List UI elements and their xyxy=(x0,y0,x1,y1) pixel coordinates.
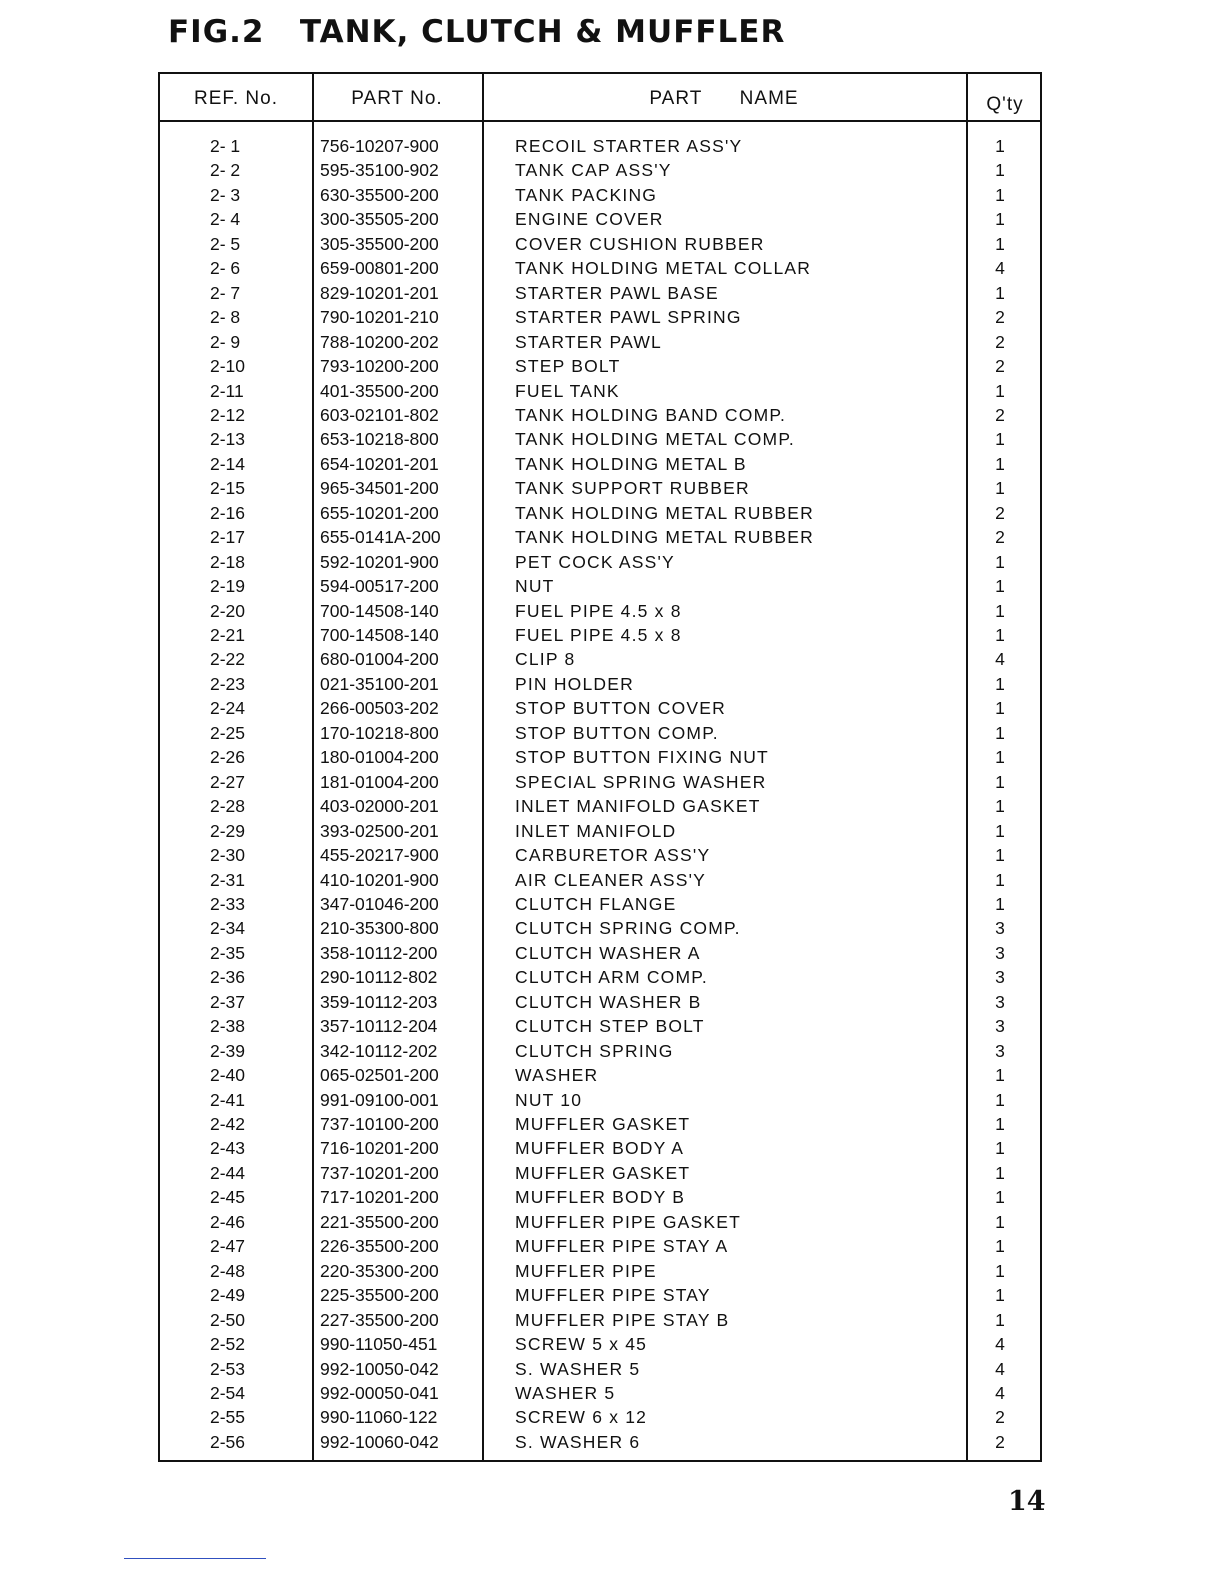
header-rule xyxy=(160,120,1040,122)
ref-no-cell: 2-38 xyxy=(210,1016,246,1037)
qty-cell: 4 xyxy=(995,1382,1005,1403)
qty-cell: 1 xyxy=(995,625,1005,645)
qty-cell: 1 xyxy=(995,1187,1005,1208)
qty-cell: 1 xyxy=(995,160,1005,181)
ref-no-cell: 2- 1 xyxy=(210,136,241,156)
table-row xyxy=(160,574,1040,598)
table-row xyxy=(160,1063,1040,1087)
part-no-cell: 992-10060-042 xyxy=(320,1431,439,1452)
qty-cell: 1 xyxy=(995,698,1005,719)
ref-no-cell: 2-37 xyxy=(210,991,246,1012)
page-title: FIG.2 TANK, CLUTCH & MUFFLER xyxy=(168,14,786,50)
qty-cell: 3 xyxy=(995,918,1005,939)
part-name-cell: SPECIAL SPRING WASHER xyxy=(515,771,767,792)
part-name-cell: CLUTCH FLANGE xyxy=(515,893,677,914)
table-row xyxy=(160,794,1040,818)
ref-no-cell: 2- 5 xyxy=(210,233,241,254)
qty-cell: 1 xyxy=(995,1162,1005,1183)
ref-no-cell: 2-25 xyxy=(210,722,246,743)
table-row xyxy=(160,354,1040,378)
part-name-cell: CLIP 8 xyxy=(515,649,576,670)
part-no-cell: 595-35100-902 xyxy=(320,160,439,181)
part-name-cell: STOP BUTTON COVER xyxy=(515,698,726,719)
part-name-cell: TANK HOLDING METAL COMP. xyxy=(515,429,795,450)
table-row xyxy=(160,256,1040,280)
part-no-cell: 829-10201-201 xyxy=(320,282,439,303)
table-row xyxy=(160,1136,1040,1160)
qty-cell: 2 xyxy=(995,1431,1005,1452)
ref-no-cell: 2- 4 xyxy=(210,209,241,230)
table-row xyxy=(160,868,1040,892)
part-name-cell: PIN HOLDER xyxy=(515,673,634,694)
qty-cell: 1 xyxy=(995,722,1005,743)
qty-cell: 1 xyxy=(995,893,1005,914)
ref-no-cell: 2-33 xyxy=(210,893,246,914)
ref-no-cell: 2-39 xyxy=(210,1040,246,1061)
part-no-cell: 359-10112-203 xyxy=(320,991,438,1012)
table-row xyxy=(160,158,1040,182)
part-name-cell: CARBURETOR ASS'Y xyxy=(515,845,711,866)
part-no-cell: 220-35300-200 xyxy=(320,1260,439,1281)
part-no-cell: 170-10218-800 xyxy=(320,722,439,743)
qty-cell: 1 xyxy=(995,1309,1005,1330)
ref-no-cell: 2-43 xyxy=(210,1138,246,1159)
footer-rule xyxy=(124,1558,266,1559)
part-no-cell: 991-09100-001 xyxy=(320,1089,439,1110)
table-row xyxy=(160,379,1040,403)
qty-cell: 1 xyxy=(995,820,1005,841)
part-no-cell: 737-10201-200 xyxy=(320,1162,439,1183)
qty-cell: 1 xyxy=(995,453,1005,474)
ref-no-cell: 2-10 xyxy=(210,356,246,377)
qty-cell: 1 xyxy=(995,478,1005,499)
qty-cell: 1 xyxy=(995,600,1005,621)
part-name-cell: NUT xyxy=(515,576,555,597)
part-name-cell: MUFFLER PIPE GASKET xyxy=(515,1211,742,1232)
ref-no-cell: 2-28 xyxy=(210,796,246,817)
qty-cell: 2 xyxy=(995,331,1005,352)
table-row xyxy=(160,819,1040,843)
table-row xyxy=(160,647,1040,671)
qty-cell: 1 xyxy=(995,1114,1005,1134)
header-part-no: PART No. xyxy=(351,88,443,109)
ref-no-cell: 2-50 xyxy=(210,1309,246,1330)
part-name-cell: CLUTCH WASHER B xyxy=(515,991,702,1012)
qty-cell: 1 xyxy=(995,282,1005,303)
qty-cell: 1 xyxy=(995,1089,1005,1110)
table-row xyxy=(160,721,1040,745)
qty-cell: 1 xyxy=(995,796,1005,817)
ref-no-cell: 2-41 xyxy=(210,1089,246,1110)
part-name-cell: STARTER PAWL BASE xyxy=(515,282,719,303)
part-name-cell: TANK HOLDING METAL RUBBER xyxy=(515,527,815,548)
ref-no-cell: 2-56 xyxy=(210,1431,246,1452)
qty-cell: 1 xyxy=(995,1260,1005,1281)
part-name-cell: WASHER 5 xyxy=(515,1382,616,1403)
ref-no-cell: 2-35 xyxy=(210,942,246,963)
table-row xyxy=(160,476,1040,500)
part-no-cell: 788-10200-202 xyxy=(320,331,439,352)
qty-cell: 1 xyxy=(995,551,1005,572)
part-no-cell: 226-35500-200 xyxy=(320,1236,439,1257)
table-row xyxy=(160,843,1040,867)
part-name-cell: PET COCK ASS'Y xyxy=(515,551,675,572)
table-row xyxy=(160,305,1040,329)
part-name-cell: RECOIL STARTER ASS'Y xyxy=(515,136,743,156)
part-no-cell: 700-14508-140 xyxy=(320,600,439,621)
ref-no-cell: 2-26 xyxy=(210,747,246,768)
part-no-cell: 065-02501-200 xyxy=(320,1065,439,1086)
qty-cell: 2 xyxy=(995,502,1005,523)
table-row xyxy=(160,330,1040,354)
qty-cell: 4 xyxy=(995,1358,1005,1379)
table-row xyxy=(160,1430,1040,1454)
part-name-cell: STOP BUTTON FIXING NUT xyxy=(515,747,769,768)
part-no-cell: 793-10200-200 xyxy=(320,356,439,377)
part-name-cell: AIR CLEANER ASS'Y xyxy=(515,869,707,890)
table-row xyxy=(160,427,1040,451)
part-no-cell: 992-10050-042 xyxy=(320,1358,439,1379)
part-no-cell: 790-10201-210 xyxy=(320,307,439,328)
ref-no-cell: 2-18 xyxy=(210,551,246,572)
table-row xyxy=(160,525,1040,549)
part-no-cell: 357-10112-204 xyxy=(320,1016,438,1037)
part-name-cell: TANK HOLDING METAL B xyxy=(515,453,747,474)
ref-no-cell: 2-54 xyxy=(210,1382,246,1403)
part-name-cell: TANK HOLDING METAL COLLAR xyxy=(515,258,812,279)
table-row xyxy=(160,1283,1040,1307)
table-row xyxy=(160,672,1040,696)
part-no-cell: 680-01004-200 xyxy=(320,649,439,670)
part-no-cell: 965-34501-200 xyxy=(320,478,439,499)
table-row xyxy=(160,965,1040,989)
part-no-cell: 653-10218-800 xyxy=(320,429,439,450)
part-name-cell: SCREW 6 x 12 xyxy=(515,1407,648,1428)
part-no-cell: 659-00801-200 xyxy=(320,258,439,279)
part-name-cell: MUFFLER BODY B xyxy=(515,1187,686,1208)
part-no-cell: 654-10201-201 xyxy=(320,453,439,474)
ref-no-cell: 2-47 xyxy=(210,1236,246,1257)
table-row xyxy=(160,1014,1040,1038)
page-number: 14 xyxy=(1008,1486,1046,1517)
part-no-cell: 300-35505-200 xyxy=(320,209,439,230)
ref-no-cell: 2-14 xyxy=(210,453,246,474)
part-no-cell: 717-10201-200 xyxy=(320,1187,439,1208)
part-name-cell: TANK SUPPORT RUBBER xyxy=(515,478,750,499)
table-row xyxy=(160,696,1040,720)
ref-no-cell: 2-22 xyxy=(210,649,246,670)
ref-no-cell: 2-49 xyxy=(210,1285,246,1306)
table-row xyxy=(160,1210,1040,1234)
part-name-cell: STARTER PAWL xyxy=(515,331,662,352)
table-row xyxy=(160,134,1040,158)
ref-no-cell: 2-19 xyxy=(210,576,246,597)
ref-no-cell: 2-30 xyxy=(210,845,246,866)
qty-cell: 1 xyxy=(995,233,1005,254)
table-row xyxy=(160,183,1040,207)
part-name-cell: INLET MANIFOLD xyxy=(515,820,677,841)
qty-cell: 1 xyxy=(995,1285,1005,1306)
qty-cell: 3 xyxy=(995,942,1005,963)
table-row xyxy=(160,990,1040,1014)
part-no-cell: 266-00503-202 xyxy=(320,698,439,719)
ref-no-cell: 2-31 xyxy=(210,869,246,890)
part-no-cell: 700-14508-140 xyxy=(320,625,439,645)
table-row xyxy=(160,1405,1040,1429)
part-no-cell: 181-01004-200 xyxy=(320,771,439,792)
qty-cell: 1 xyxy=(995,429,1005,450)
ref-no-cell: 2-45 xyxy=(210,1187,246,1208)
table-row xyxy=(160,916,1040,940)
table-row xyxy=(160,1185,1040,1209)
qty-cell: 3 xyxy=(995,967,1005,988)
part-name-cell: CLUTCH STEP BOLT xyxy=(515,1016,705,1037)
part-name-cell: MUFFLER PIPE STAY xyxy=(515,1285,711,1306)
ref-no-cell: 2- 8 xyxy=(210,307,241,328)
qty-cell: 1 xyxy=(995,1236,1005,1257)
table-row xyxy=(160,1259,1040,1283)
qty-cell: 4 xyxy=(995,649,1005,670)
qty-cell: 3 xyxy=(995,1040,1005,1061)
table-row xyxy=(160,941,1040,965)
part-no-cell: 655-0141A-200 xyxy=(320,527,441,548)
part-no-cell: 358-10112-200 xyxy=(320,942,438,963)
ref-no-cell: 2-13 xyxy=(210,429,246,450)
qty-cell: 2 xyxy=(995,404,1005,425)
part-no-cell: 393-02500-201 xyxy=(320,820,439,841)
part-name-cell: MUFFLER GASKET xyxy=(515,1162,691,1183)
part-no-cell: 756-10207-900 xyxy=(320,136,439,156)
ref-no-cell: 2-53 xyxy=(210,1358,246,1379)
qty-cell: 2 xyxy=(995,356,1005,377)
part-no-cell: 347-01046-200 xyxy=(320,893,439,914)
table-row xyxy=(160,1088,1040,1112)
table-row xyxy=(160,745,1040,769)
part-name-cell: TANK CAP ASS'Y xyxy=(515,160,672,181)
ref-no-cell: 2-15 xyxy=(210,478,246,499)
part-no-cell: 180-01004-200 xyxy=(320,747,439,768)
table-row xyxy=(160,281,1040,305)
ref-no-cell: 2- 7 xyxy=(210,282,241,303)
part-name-cell: STARTER PAWL SPRING xyxy=(515,307,742,328)
part-no-cell: 410-10201-900 xyxy=(320,869,439,890)
part-name-cell: S. WASHER 5 xyxy=(515,1358,641,1379)
header-ref-no: REF. No. xyxy=(193,88,279,109)
table-row xyxy=(160,623,1040,647)
ref-no-cell: 2-17 xyxy=(210,527,246,548)
part-name-cell: FUEL PIPE 4.5 x 8 xyxy=(515,600,682,621)
table-row xyxy=(160,1308,1040,1332)
qty-cell: 1 xyxy=(995,380,1005,401)
qty-cell: 1 xyxy=(995,673,1005,694)
ref-no-cell: 2-11 xyxy=(210,380,244,401)
part-no-cell: 603-02101-802 xyxy=(320,404,439,425)
qty-cell: 1 xyxy=(995,1065,1005,1086)
table-row xyxy=(160,770,1040,794)
table-row xyxy=(160,1234,1040,1258)
table-row xyxy=(160,892,1040,916)
table-row xyxy=(160,207,1040,231)
part-name-cell: MUFFLER PIPE xyxy=(515,1260,657,1281)
part-name-cell: CLUTCH ARM COMP. xyxy=(515,967,708,988)
qty-cell: 1 xyxy=(995,1211,1005,1232)
qty-cell: 2 xyxy=(995,307,1005,328)
table-row xyxy=(160,1112,1040,1136)
table-row xyxy=(160,501,1040,525)
part-name-cell: ENGINE COVER xyxy=(515,209,664,230)
part-no-cell: 992-00050-041 xyxy=(320,1382,439,1403)
part-no-cell: 290-10112-802 xyxy=(320,967,438,988)
qty-cell: 1 xyxy=(995,209,1005,230)
part-no-cell: 655-10201-200 xyxy=(320,502,439,523)
table-row xyxy=(160,1039,1040,1063)
ref-no-cell: 2-40 xyxy=(210,1065,246,1086)
ref-no-cell: 2- 6 xyxy=(210,258,241,279)
ref-no-cell: 2-23 xyxy=(210,673,246,694)
qty-cell: 3 xyxy=(995,1016,1005,1037)
part-name-cell: TANK PACKING xyxy=(515,184,658,205)
part-name-cell: WASHER xyxy=(515,1065,599,1086)
ref-no-cell: 2-52 xyxy=(210,1334,246,1355)
part-no-cell: 716-10201-200 xyxy=(320,1138,439,1159)
part-name-cell: STOP BUTTON COMP. xyxy=(515,722,719,743)
qty-cell: 1 xyxy=(995,869,1005,890)
part-name-cell: STEP BOLT xyxy=(515,356,621,377)
part-no-cell: 227-35500-200 xyxy=(320,1309,439,1330)
qty-cell: 2 xyxy=(995,1407,1005,1428)
qty-cell: 1 xyxy=(995,136,1005,156)
part-name-cell: TANK HOLDING BAND COMP. xyxy=(515,404,787,425)
qty-cell: 1 xyxy=(995,747,1005,768)
ref-no-cell: 2-20 xyxy=(210,600,246,621)
qty-cell: 4 xyxy=(995,258,1005,279)
ref-no-cell: 2-21 xyxy=(210,625,246,645)
part-no-cell: 342-10112-202 xyxy=(320,1040,438,1061)
qty-cell: 1 xyxy=(995,184,1005,205)
part-name-cell: MUFFLER PIPE STAY A xyxy=(515,1236,729,1257)
part-no-cell: 210-35300-800 xyxy=(320,918,439,939)
part-name-cell: SCREW 5 x 45 xyxy=(515,1334,648,1355)
ref-no-cell: 2- 2 xyxy=(210,160,241,181)
parts-table xyxy=(158,72,1042,1462)
table-row xyxy=(160,1381,1040,1405)
part-name-cell: FUEL TANK xyxy=(515,380,620,401)
qty-cell: 1 xyxy=(995,845,1005,866)
part-name-cell: CLUTCH SPRING xyxy=(515,1040,674,1061)
part-name-cell: CLUTCH SPRING COMP. xyxy=(515,918,741,939)
part-name-cell: NUT 10 xyxy=(515,1089,583,1110)
ref-no-cell: 2-44 xyxy=(210,1162,246,1183)
part-no-cell: 990-11060-122 xyxy=(320,1407,438,1428)
part-no-cell: 630-35500-200 xyxy=(320,184,439,205)
qty-cell: 1 xyxy=(995,771,1005,792)
ref-no-cell: 2-27 xyxy=(210,771,246,792)
table-row xyxy=(160,550,1040,574)
table-row xyxy=(160,1357,1040,1381)
part-no-cell: 403-02000-201 xyxy=(320,796,439,817)
ref-no-cell: 2-55 xyxy=(210,1407,246,1428)
part-name-cell: MUFFLER BODY A xyxy=(515,1138,685,1159)
part-no-cell: 225-35500-200 xyxy=(320,1285,439,1306)
part-no-cell: 737-10100-200 xyxy=(320,1114,439,1134)
part-name-cell: INLET MANIFOLD GASKET xyxy=(515,796,761,817)
part-no-cell: 592-10201-900 xyxy=(320,551,439,572)
table-row xyxy=(160,1332,1040,1356)
part-no-cell: 401-35500-200 xyxy=(320,380,439,401)
table-row xyxy=(160,452,1040,476)
table-row xyxy=(160,599,1040,623)
ref-no-cell: 2- 3 xyxy=(210,184,241,205)
ref-no-cell: 2-42 xyxy=(210,1114,246,1134)
ref-no-cell: 2- 9 xyxy=(210,331,241,352)
part-no-cell: 305-35500-200 xyxy=(320,233,439,254)
part-no-cell: 594-00517-200 xyxy=(320,576,439,597)
qty-cell: 3 xyxy=(995,991,1005,1012)
part-name-cell: FUEL PIPE 4.5 x 8 xyxy=(515,625,682,645)
table-row xyxy=(160,232,1040,256)
part-name-cell: TANK HOLDING METAL RUBBER xyxy=(515,502,815,523)
qty-cell: 1 xyxy=(995,576,1005,597)
ref-no-cell: 2-12 xyxy=(210,404,246,425)
part-no-cell: 990-11050-451 xyxy=(320,1334,438,1355)
part-name-cell: MUFFLER GASKET xyxy=(515,1114,691,1134)
ref-no-cell: 2-46 xyxy=(210,1211,246,1232)
part-name-cell: COVER CUSHION RUBBER xyxy=(515,233,765,254)
ref-no-cell: 2-34 xyxy=(210,918,246,939)
part-no-cell: 455-20217-900 xyxy=(320,845,439,866)
qty-cell: 4 xyxy=(995,1334,1005,1355)
ref-no-cell: 2-29 xyxy=(210,820,246,841)
part-name-cell: CLUTCH WASHER A xyxy=(515,942,701,963)
table-row xyxy=(160,403,1040,427)
part-no-cell: 221-35500-200 xyxy=(320,1211,439,1232)
header-part-name: PART NAME xyxy=(649,88,799,109)
table-row xyxy=(160,1161,1040,1185)
ref-no-cell: 2-24 xyxy=(210,698,246,719)
ref-no-cell: 2-16 xyxy=(210,502,246,523)
part-name-cell: S. WASHER 6 xyxy=(515,1431,641,1452)
part-no-cell: 021-35100-201 xyxy=(320,673,439,694)
qty-cell: 2 xyxy=(995,527,1005,548)
part-name-cell: MUFFLER PIPE STAY B xyxy=(515,1309,730,1330)
ref-no-cell: 2-36 xyxy=(210,967,246,988)
header-qty: Q'ty xyxy=(986,94,1024,115)
ref-no-cell: 2-48 xyxy=(210,1260,246,1281)
qty-cell: 1 xyxy=(995,1138,1005,1159)
